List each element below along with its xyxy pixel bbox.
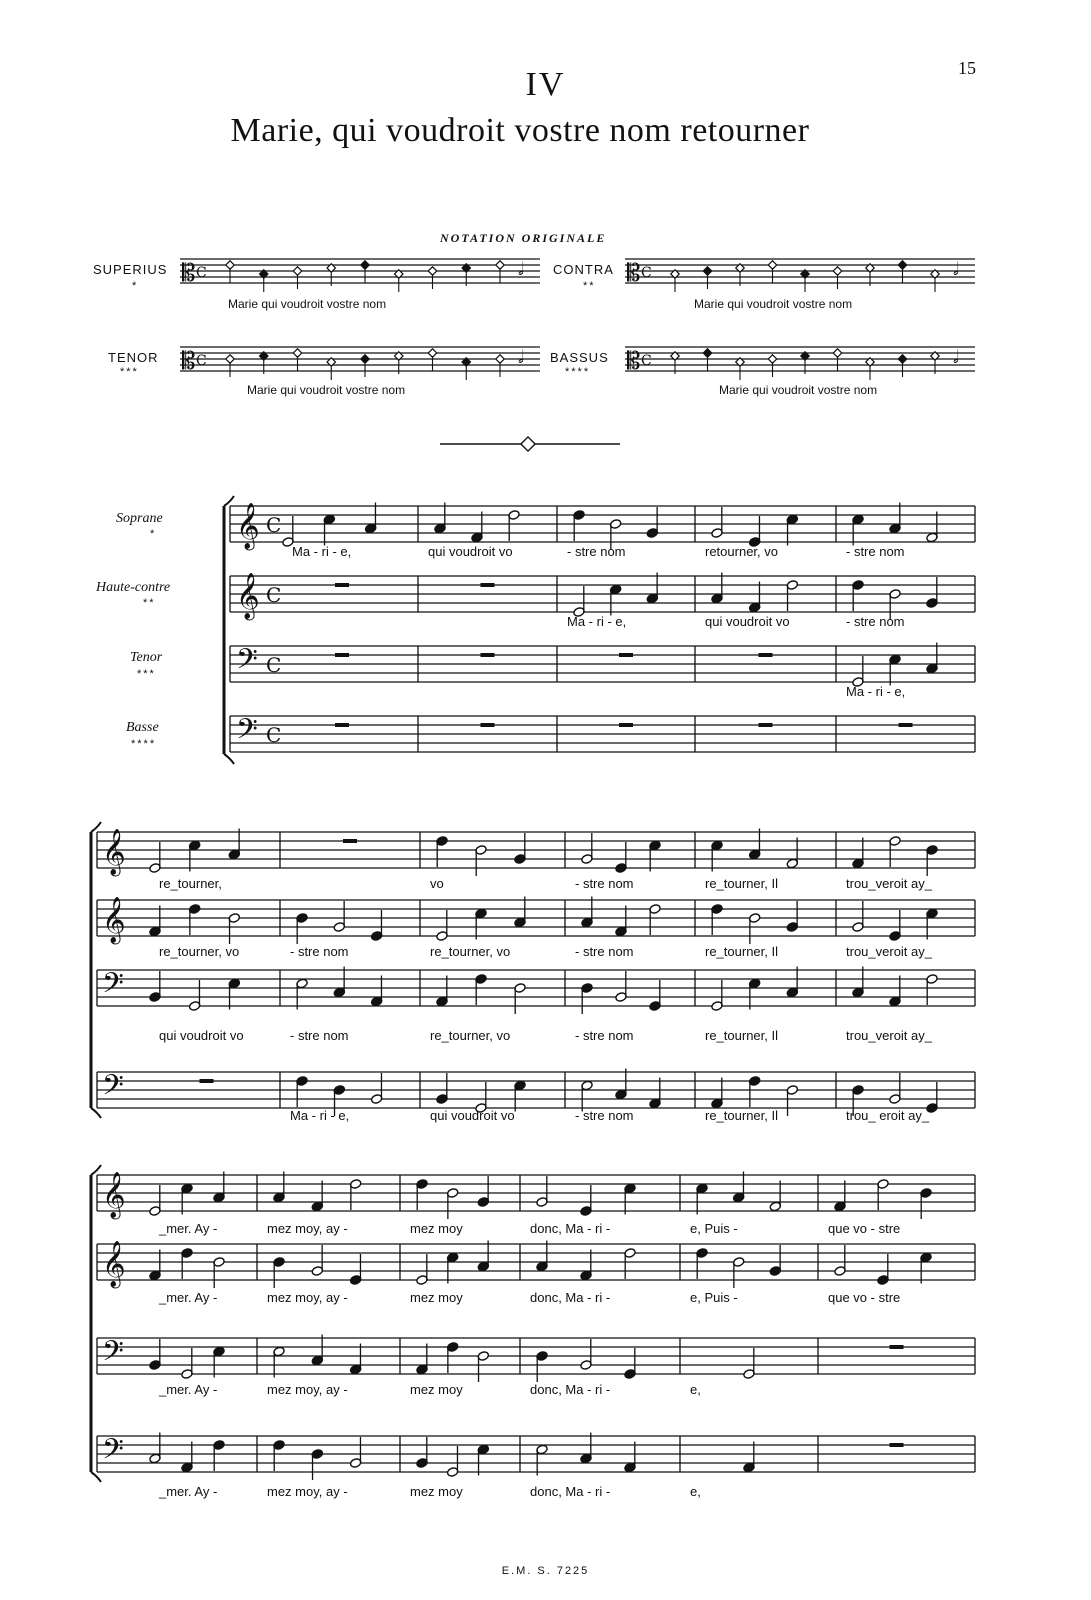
lyric-syllables: - stre nom [567,544,626,559]
lyric-syllables: trou_veroit ay_ [846,944,932,959]
note [786,901,798,932]
lyric-syllables: vo [430,876,444,891]
incipit-lyric: Marie qui voudroit vostre nom [228,297,387,311]
note [615,971,627,1002]
note [536,1351,548,1382]
note [732,1172,744,1203]
note [711,1078,723,1109]
note [926,974,938,1005]
note [732,1257,744,1288]
note [711,980,723,1011]
custos-icon: 𝅗𝅥 [953,347,959,368]
note [475,845,487,876]
mensural-note [428,267,436,275]
mensural-note [898,261,906,269]
note [877,1254,889,1285]
note [889,910,901,941]
note [581,897,593,928]
note [370,1073,382,1104]
piece-number: IV [525,66,566,103]
note [333,967,345,998]
mensural-note [768,355,776,363]
incipit-lyric: Marie qui voudroit vostre nom [247,383,406,397]
note [624,1248,636,1279]
lyric-syllables: qui voudroit vo [430,1108,515,1123]
note [786,967,798,998]
note [649,1078,661,1109]
note [514,983,526,1014]
note [711,507,723,538]
lyric-syllables: mez moy, ay - [267,1290,348,1305]
note [416,1344,428,1375]
incipit-voice-stars: *** [120,366,139,378]
bass-clef-icon: 𝄢 [102,967,124,1007]
c-clef-icon: 𝄡 [182,347,196,375]
mensural-note [833,267,841,275]
lyric-syllables: re_tourner, Il [705,944,778,959]
part-stars: **** [131,738,157,750]
note [580,1433,592,1464]
note [416,1179,428,1210]
note [213,1440,225,1471]
whole-rest [335,723,349,727]
treble-clef-icon: 𝄞 [102,829,126,875]
note [852,901,864,932]
note [446,1446,458,1477]
lyric-syllables: trou_veroit ay_ [846,1028,932,1043]
lyric-syllables: qui voudroit vo [705,614,790,629]
note [581,1080,593,1111]
note [889,836,901,867]
note [889,1073,901,1104]
note [536,1241,548,1272]
note [889,976,901,1007]
lyric-syllables: - stre nom [575,1108,634,1123]
incipit-lyric: Marie qui voudroit vostre nom [694,297,853,311]
lyric-syllables: Ma - ri - e, [292,544,352,559]
lyric-syllables: _mer. Ay - [159,1221,218,1236]
note [649,840,661,871]
note [834,1245,846,1276]
treble-clef-icon: 𝄞 [236,573,260,619]
note [282,516,294,547]
note [514,833,526,864]
lyric-syllables: e, Puis - [690,1290,738,1305]
whole-rest [759,653,773,657]
note [364,503,376,534]
note [926,908,938,939]
note [296,913,308,944]
note [649,980,661,1011]
note [149,842,161,873]
lyric-syllables: _mer. Ay - [159,1484,218,1499]
note [852,656,864,687]
note [536,1444,548,1475]
lyric-syllables: donc, Ma - ri - [530,1382,611,1397]
note [181,1442,193,1473]
lyric-syllables: re_tourner, Il [705,876,778,891]
bass-clef-icon: 𝄢 [236,713,258,753]
mensural-note [293,349,301,357]
note [581,833,593,864]
mensuration-sign: C [641,265,652,281]
note [273,1172,285,1203]
note [149,971,161,1002]
mensural-note [768,261,776,269]
time-signature: C [266,583,282,607]
lyric-syllables: qui voudroit vo [428,544,513,559]
lyric-syllables: mez moy [410,1382,463,1397]
note [446,1188,458,1219]
note [349,1254,361,1285]
note [748,516,760,547]
lyric-syllables: donc, Ma - ri - [530,1290,611,1305]
lyric-syllables: Ma - ri - e, [567,614,627,629]
note [436,910,448,941]
incipit-voice-stars: ** [583,280,596,292]
note [213,1346,225,1377]
whole-rest [619,653,633,657]
custos-icon: 𝅗𝅥 [518,259,524,280]
part-name-soprane: Soprane [116,511,163,526]
time-signature: C [266,653,282,677]
custos-icon: 𝅗𝅥 [953,259,959,280]
mensural-note [361,261,369,269]
mensural-note [833,349,841,357]
note [624,1442,636,1473]
note [536,1176,548,1207]
lyric-syllables: mez moy, ay - [267,1484,348,1499]
whole-rest [890,1345,904,1349]
mensuration-sign: C [196,353,207,369]
note [573,586,585,617]
note [748,1076,760,1107]
lyric-syllables: donc, Ma - ri - [530,1484,611,1499]
whole-rest [343,839,357,843]
note [181,1248,193,1279]
lyric-syllables: - stre nom [290,944,349,959]
catalog-number: E.M. S. 7225 [501,1565,590,1577]
note [149,906,161,937]
lyric-syllables: e, [690,1382,701,1397]
treble-clef-icon: 𝄞 [102,897,126,943]
mensural-note [293,267,301,275]
whole-rest [481,583,495,587]
note [926,577,938,608]
note [477,1444,489,1475]
note [786,580,798,611]
note [446,1252,458,1283]
note [748,582,760,613]
whole-rest [899,723,913,727]
note [370,976,382,1007]
note [436,836,448,867]
note [311,1449,323,1480]
note [711,840,723,871]
page-number: 15 [958,58,976,78]
note [920,1188,932,1219]
mensural-note [496,261,504,269]
treble-clef-icon: 𝄞 [102,1172,126,1218]
note [609,584,621,615]
lyric-syllables: mez moy [410,1290,463,1305]
note [311,1181,323,1212]
note [711,573,723,604]
ornament-diamond [521,437,535,451]
note [624,1348,636,1379]
note [748,978,760,1009]
whole-rest [759,723,773,727]
note [920,1252,932,1283]
note [580,1185,592,1216]
note [228,829,240,860]
note [349,1344,361,1375]
lyric-syllables: qui voudroit vo [159,1028,244,1043]
note [446,1342,458,1373]
note [615,1069,627,1100]
note [581,983,593,1014]
part-stars: ** [143,597,156,609]
note [149,1339,161,1370]
incipit-voice-name: BASSUS [550,350,609,365]
mensural-note [428,349,436,357]
c-clef-icon: 𝄡 [627,259,641,287]
note [477,1351,489,1382]
note [149,1250,161,1281]
whole-rest [481,653,495,657]
note [926,643,938,674]
lyric-syllables: _mer. Ay - [159,1382,218,1397]
note [646,573,658,604]
lyric-syllables: mez moy [410,1484,463,1499]
incipit-voice-name: TENOR [108,350,159,365]
lyric-syllables: re_tourner, [159,876,222,891]
note [436,976,448,1007]
lyric-syllables: Ma - ri - e, [290,1108,350,1123]
note [573,510,585,541]
note [769,1245,781,1276]
original-notation-heading: NOTATION ORIGINALE [440,231,607,245]
note [273,1257,285,1288]
whole-rest [619,723,633,727]
bracket-hook [91,1108,101,1118]
bracket-hook [224,754,234,764]
note [333,901,345,932]
lyric-syllables: que vo - stre [828,1290,901,1305]
incipit-voice-stars: **** [565,366,591,378]
note [477,1241,489,1272]
note [416,1437,428,1468]
note [852,967,864,998]
mensuration-sign: C [196,265,207,281]
treble-clef-icon: 𝄞 [236,503,260,549]
bracket-hook [91,1472,101,1482]
note [514,897,526,928]
note [349,1437,361,1468]
note [273,1346,285,1377]
lyric-syllables: e, [690,1484,701,1499]
note [228,913,240,944]
note [311,1335,323,1366]
lyric-syllables: re_tourner, Il [705,1108,778,1123]
whole-rest [335,653,349,657]
lyric-syllables: mez moy [410,1221,463,1236]
bracket-hook [91,822,101,832]
note [696,1248,708,1279]
part-stars: *** [137,668,156,680]
mensural-note [898,355,906,363]
note [213,1257,225,1288]
note [852,580,864,611]
note [514,1080,526,1111]
part-name-basse: Basse [126,720,159,735]
lyric-syllables: mez moy, ay - [267,1221,348,1236]
bass-clef-icon: 𝄢 [236,643,258,683]
part-name-tenor: Tenor [130,650,163,665]
note [649,904,661,935]
note [624,1183,636,1214]
lyric-syllables: _mer. Ay - [159,1290,218,1305]
lyric-syllables: - stre nom [846,544,905,559]
whole-rest [890,1443,904,1447]
incipit-lyric: Marie qui voudroit vostre nom [719,383,878,397]
mensuration-sign: C [641,353,652,369]
lyric-syllables: - stre nom [290,1028,349,1043]
note [580,1339,592,1370]
note [475,908,487,939]
note [852,514,864,545]
whole-rest [335,583,349,587]
lyric-syllables: que vo - stre [828,1221,901,1236]
note [743,1442,755,1473]
note [188,980,200,1011]
note [748,829,760,860]
note [471,512,483,543]
lyric-syllables: - stre nom [575,944,634,959]
note [889,503,901,534]
note [926,845,938,876]
mensural-note [226,355,234,363]
note [696,1183,708,1214]
note [477,1176,489,1207]
c-clef-icon: 𝄡 [182,259,196,287]
note [769,1181,781,1212]
bass-clef-icon: 𝄢 [102,1433,124,1473]
lyric-syllables: re_tourner, vo [430,944,511,959]
note [834,1181,846,1212]
note [149,1185,161,1216]
lyric-syllables: retourner, vo [705,544,778,559]
lyric-syllables: donc, Ma - ri - [530,1221,611,1236]
note [615,906,627,937]
lyric-syllables: trou_veroit ay_ [846,876,932,891]
note [349,1179,361,1210]
c-clef-icon: 𝄡 [627,347,641,375]
note [416,1254,428,1285]
note [188,904,200,935]
note [580,1250,592,1281]
lyric-syllables: - stre nom [846,614,905,629]
lyric-syllables: mez moy, ay - [267,1382,348,1397]
treble-clef-icon: 𝄞 [102,1241,126,1287]
bass-clef-icon: 𝄢 [102,1069,124,1109]
incipit-voice-name: SUPERIUS [93,262,168,277]
note [188,840,200,871]
mensural-note [703,267,711,275]
lyric-syllables: re_tourner, Il [705,1028,778,1043]
whole-rest [481,723,495,727]
note [786,838,798,869]
note [296,1076,308,1107]
note [852,838,864,869]
note [743,1348,755,1379]
note [889,654,901,685]
note [786,514,798,545]
note [434,503,446,534]
note [181,1348,193,1379]
lyric-syllables: re_tourner, vo [430,1028,511,1043]
note [323,514,335,545]
note [311,1245,323,1276]
time-signature: C [266,723,282,747]
note [273,1440,285,1471]
note [370,910,382,941]
lyric-syllables: - stre nom [575,1028,634,1043]
note [646,507,658,538]
bracket-hook [224,496,234,506]
note [786,1085,798,1116]
note [711,904,723,935]
note [296,978,308,1009]
note [615,842,627,873]
bracket-hook [91,1165,101,1175]
piece-title: Marie, qui voudroit vostre nom retourner [230,112,810,149]
custos-icon: 𝅗𝅥 [518,347,524,368]
note [926,512,938,543]
incipit-voice-stars: * [132,280,139,292]
note [748,913,760,944]
lyric-syllables: - stre nom [575,876,634,891]
note [149,1433,161,1464]
whole-rest [200,1079,214,1083]
mensural-note [496,355,504,363]
part-stars: * [150,528,157,540]
mensural-note [703,349,711,357]
lyric-syllables: trou_ eroit ay_ [846,1108,930,1123]
lyric-syllables: e, Puis - [690,1221,738,1236]
incipit-voice-name: CONTRA [553,262,614,277]
note [508,510,520,541]
note [436,1073,448,1104]
bass-clef-icon: 𝄢 [102,1335,124,1375]
lyric-syllables: re_tourner, vo [159,944,240,959]
note [228,978,240,1009]
lyric-syllables: Ma - ri - e, [846,684,906,699]
note [877,1179,889,1210]
mensural-note [361,355,369,363]
note [475,974,487,1005]
part-name-haute-contre: Haute-contre [96,580,171,595]
note [213,1172,225,1203]
mensural-note [226,261,234,269]
time-signature: C [266,513,282,537]
note [181,1183,193,1214]
